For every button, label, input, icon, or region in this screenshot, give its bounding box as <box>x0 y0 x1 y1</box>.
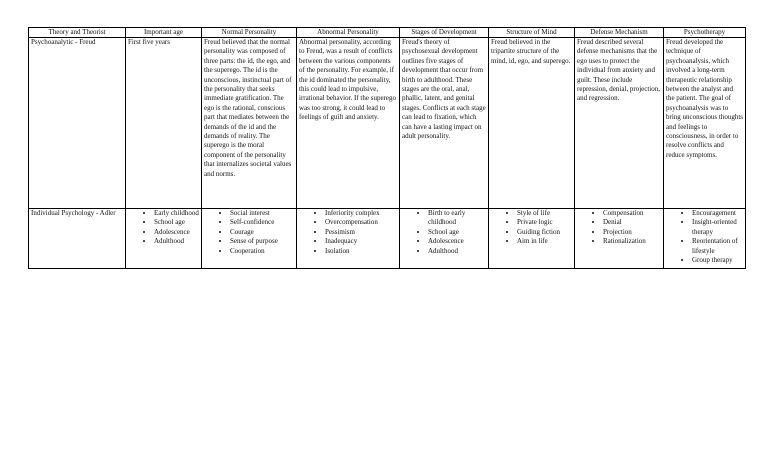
cell-psychotherapy: Freud developed the technique of psychoanalysis, which involved a long-term therapeutic relationship between the analyst and the patient. The goal of psychoanalysis was to bring unconscious thoughts and feelings to consciousness, in order to resolve conflicts and reduce symptoms. <box>664 38 746 209</box>
list-item: • Isolation <box>325 247 397 256</box>
cell-important-age: First five years <box>126 38 202 209</box>
list-item: • Adulthood <box>428 247 486 256</box>
header-stages-of-development: Stages of Development <box>400 28 489 38</box>
cell-theory: Psychoanalytic - Freud <box>29 38 126 209</box>
list-item: • Rationalization <box>603 237 661 246</box>
cell-defense-mechanism <box>575 209 664 269</box>
header-important-age: Important age <box>126 28 202 38</box>
cell-important-age <box>126 209 202 269</box>
list-item: • Group therapy <box>692 256 743 265</box>
list-item: • Self-confidence <box>230 218 294 227</box>
list-item: • Encouragement <box>692 209 743 218</box>
list-item: • Cooperation <box>230 247 294 256</box>
header-psychotherapy: Psychotherapy <box>664 28 746 38</box>
list-item: • Style of life <box>517 209 572 218</box>
cell-structure-of-mind <box>489 209 575 269</box>
cell-defense-mechanism: Freud described several defense mechanisms that the ego uses to protect the individual from anxiety and guilt. These include repression, denial, projection, and regression. <box>575 38 664 209</box>
header-structure-of-mind: Structure of Mind <box>489 28 575 38</box>
list-item: • Insight-oriented therapy <box>692 218 743 237</box>
cell-structure-of-mind: Freud believed in the tripartite structure of the mind, id, ego, and superego. <box>489 38 575 209</box>
bullet-list <box>666 209 743 265</box>
list-item: • Pessimism <box>325 228 397 237</box>
bullet-list <box>128 209 199 247</box>
list-item: • Aim in life <box>517 237 572 246</box>
list-item: • Courage <box>230 228 294 237</box>
cell-abnormal-personality: Abnormal personality, according to Freud, was a result of conflicts between the various components of the personality. For example, if the id dominated the personality, this could lead to impulsive, irrational behavior. If the superego was too strong, it could lead to feelings of guilt and anxiety. <box>297 38 400 209</box>
list-item: • School age <box>154 218 199 227</box>
list-item: • Adulthood <box>154 237 199 246</box>
table-row-freud <box>29 38 746 209</box>
list-item: • Social interest <box>230 209 294 218</box>
table-row-adler <box>29 209 746 269</box>
list-item: • Guiding fiction <box>517 228 572 237</box>
bullet-list <box>577 209 661 247</box>
list-item: • Birth to early childhood <box>428 209 486 228</box>
bullet-list <box>491 209 572 247</box>
cell-abnormal-personality <box>297 209 400 269</box>
list-item: • Inferiority complex <box>325 209 397 218</box>
bullet-list <box>299 209 397 256</box>
list-item: • Projection <box>603 228 661 237</box>
header-theory: Theory and Theorist <box>29 28 126 38</box>
list-item: • Overcompensation <box>325 218 397 227</box>
bullet-list <box>204 209 294 256</box>
list-item: • Reorientation of lifestyle <box>692 237 743 256</box>
header-row <box>29 28 746 38</box>
list-item: • Private logic <box>517 218 572 227</box>
list-item: • Adolescence <box>154 228 199 237</box>
list-item: • Sense of purpose <box>230 237 294 246</box>
bullet-list <box>402 209 486 256</box>
cell-stages-of-development <box>400 209 489 269</box>
cell-theory: Individual Psychology - Adler <box>29 209 126 269</box>
list-item: • Compensation <box>603 209 661 218</box>
cell-psychotherapy <box>664 209 746 269</box>
header-defense-mechanism: Defense Mechanism <box>575 28 664 38</box>
cell-normal-personality <box>202 209 297 269</box>
list-item: • Early childhood <box>154 209 199 218</box>
header-abnormal-personality: Abnormal Personality <box>297 28 400 38</box>
list-item: • Adolescence <box>428 237 486 246</box>
list-item: • Inadequacy <box>325 237 397 246</box>
theories-table <box>28 27 746 269</box>
cell-stages-of-development: Freud's theory of psychosexual development outlines five stages of development that occur from birth to adulthood. These stages are the oral, anal, phallic, latent, and genital stages. Conflicts at each stage can lead to fixation, which can have a lasting impact on adult personality. <box>400 38 489 209</box>
header-normal-personality: Normal Personality <box>202 28 297 38</box>
cell-normal-personality: Freud believed that the normal personality was composed of three parts: the id, the ego, and the superego. The id is the unconscious, instinctual part of the personality that seeks immediate gratification. The ego is the rational, conscious part that mediates between the demands of the id and the demands of reality. The superego is the moral component of the personality that internalizes societal values and norms. <box>202 38 297 209</box>
list-item: • Denial <box>603 218 661 227</box>
list-item: • School age <box>428 228 486 237</box>
